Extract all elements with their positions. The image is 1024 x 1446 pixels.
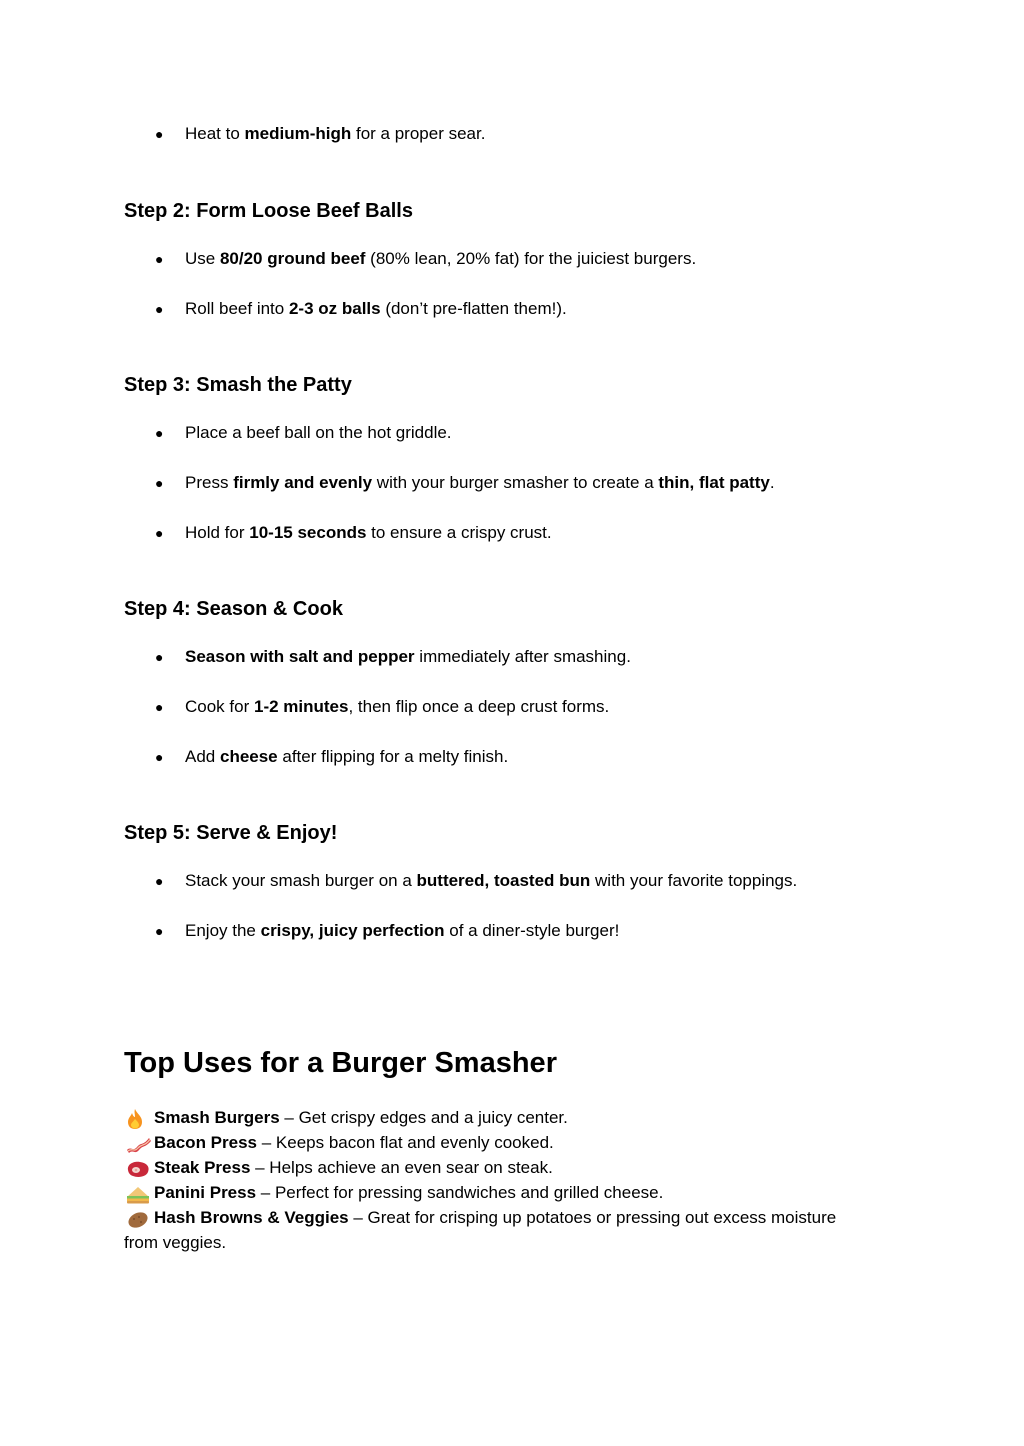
steak-icon [124,1158,154,1180]
section-title: Top Uses for a Burger Smasher [124,1047,557,1079]
bullet-dot: ● [155,873,164,889]
bullet-item: ● Press firmly and evenly with your burger smasher to create a thin, flat patty. [155,473,775,492]
step-heading: Step 3: Smash the Patty [124,374,352,396]
bullet-dot: ● [155,301,164,317]
step-heading: Step 5: Serve & Enjoy! [124,822,338,844]
bullet-dot: ● [155,425,164,441]
bullet-item: ● Add cheese after flipping for a melty finish. [155,747,509,766]
bullet-item: ● Cook for 1-2 minutes, then flip once a deep crust forms. [155,697,610,716]
use-item: Panini Press – Perfect for pressing sandwiches and grilled cheese. [124,1180,854,1205]
use-item: Smash Burgers – Get crispy edges and a juicy center. [124,1105,854,1130]
bullet-item: ● Season with salt and pepper immediately after smashing. [155,647,631,666]
fire-icon [124,1108,154,1130]
step-heading: Step 4: Season & Cook [124,598,343,620]
bullet-dot: ● [155,923,164,939]
bullet-dot: ● [155,126,164,142]
bullet-item: ● Heat to medium-high for a proper sear. [155,124,486,143]
bullet-item: ● Hold for 10-15 seconds to ensure a crispy crust. [155,523,552,542]
bullet-dot: ● [155,649,164,665]
sandwich-icon [124,1183,154,1205]
bullet-dot: ● [155,251,164,267]
bullet-item: ● Place a beef ball on the hot griddle. [155,423,452,442]
bullet-dot: ● [155,525,164,541]
use-item: Hash Browns & Veggies – Great for crisping up potatoes or pressing out excess moisture from veggies. [124,1208,837,1252]
use-item: Steak Press – Helps achieve an even sear on steak. [124,1155,854,1180]
step-heading: Step 2: Form Loose Beef Balls [124,200,413,222]
bullet-item: ● Roll beef into 2-3 oz balls (don’t pre-flatten them!). [155,299,567,318]
bullet-item: ● Stack your smash burger on a buttered, toasted bun with your favorite toppings. [155,871,798,890]
bullet-item: ● Use 80/20 ground beef (80% lean, 20% fat) for the juiciest burgers. [155,249,697,268]
use-item: Bacon Press – Keeps bacon flat and evenly cooked. [124,1130,854,1155]
bullet-dot: ● [155,475,164,491]
bullet-item: ● Enjoy the crispy, juicy perfection of a diner-style burger! [155,921,620,940]
potato-icon [124,1208,154,1230]
bullet-dot: ● [155,699,164,715]
bullet-dot: ● [155,749,164,765]
bacon-icon [124,1133,154,1155]
uses-list [124,1105,854,1255]
